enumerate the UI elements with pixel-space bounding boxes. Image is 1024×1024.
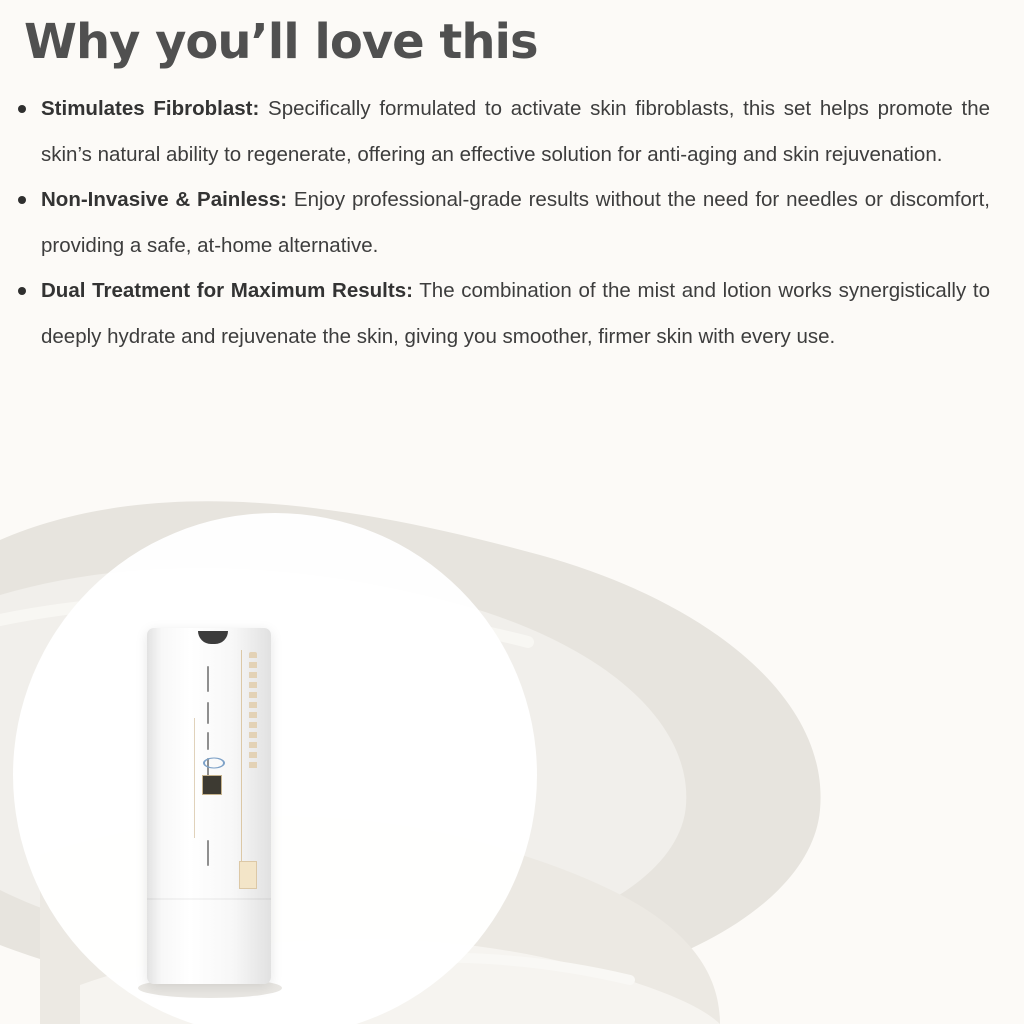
dna-icon xyxy=(203,758,225,769)
benefit-description: The combination of the mist and lotion works synergistically to deeply hydrate and rejuvenate the skin, giving you smoother, firmer skin with every use. xyxy=(41,279,990,348)
gold-label-icon xyxy=(239,861,257,889)
benefit-title: Dual Treatment for Maximum Results: xyxy=(41,279,413,303)
tube-print-stroke xyxy=(207,840,209,866)
tube-print-stroke xyxy=(207,732,209,750)
brand-logo-mark xyxy=(249,652,257,772)
benefit-title: Non-Invasive & Painless: xyxy=(41,188,288,212)
product-tube-image xyxy=(147,628,271,984)
benefit-item-dual-treatment xyxy=(16,268,990,359)
benefits-list xyxy=(16,86,990,360)
bullet-dot-icon xyxy=(18,287,26,295)
bullet-dot-icon xyxy=(18,196,26,204)
page-title: Why you’ll love this xyxy=(24,14,538,70)
tube-print-stroke xyxy=(207,666,209,692)
tube-print-stroke xyxy=(207,702,209,724)
benefit-item-non-invasive xyxy=(16,177,990,268)
highlight-circle xyxy=(13,513,537,1024)
benefit-description: Enjoy professional-grade results without the need for needles or discomfort, providing a safe, at-home alternative. xyxy=(41,188,990,257)
benefit-title: Stimulates Fibroblast: xyxy=(41,97,260,120)
product-badge-icon xyxy=(202,775,222,795)
tube-cap-notch xyxy=(198,631,228,644)
benefit-description: Specifically formulated to activate skin fibroblasts, this set helps promote the skin’s natural ability to regenerate, offering an effective solution for anti-aging and skin rejuvenation. xyxy=(41,97,990,166)
bullet-dot-icon xyxy=(18,105,26,113)
tube-gold-line xyxy=(241,650,242,885)
tube-gold-line xyxy=(194,718,195,838)
tube-cap-divider xyxy=(147,898,271,900)
benefit-item-fibroblast xyxy=(16,86,990,177)
